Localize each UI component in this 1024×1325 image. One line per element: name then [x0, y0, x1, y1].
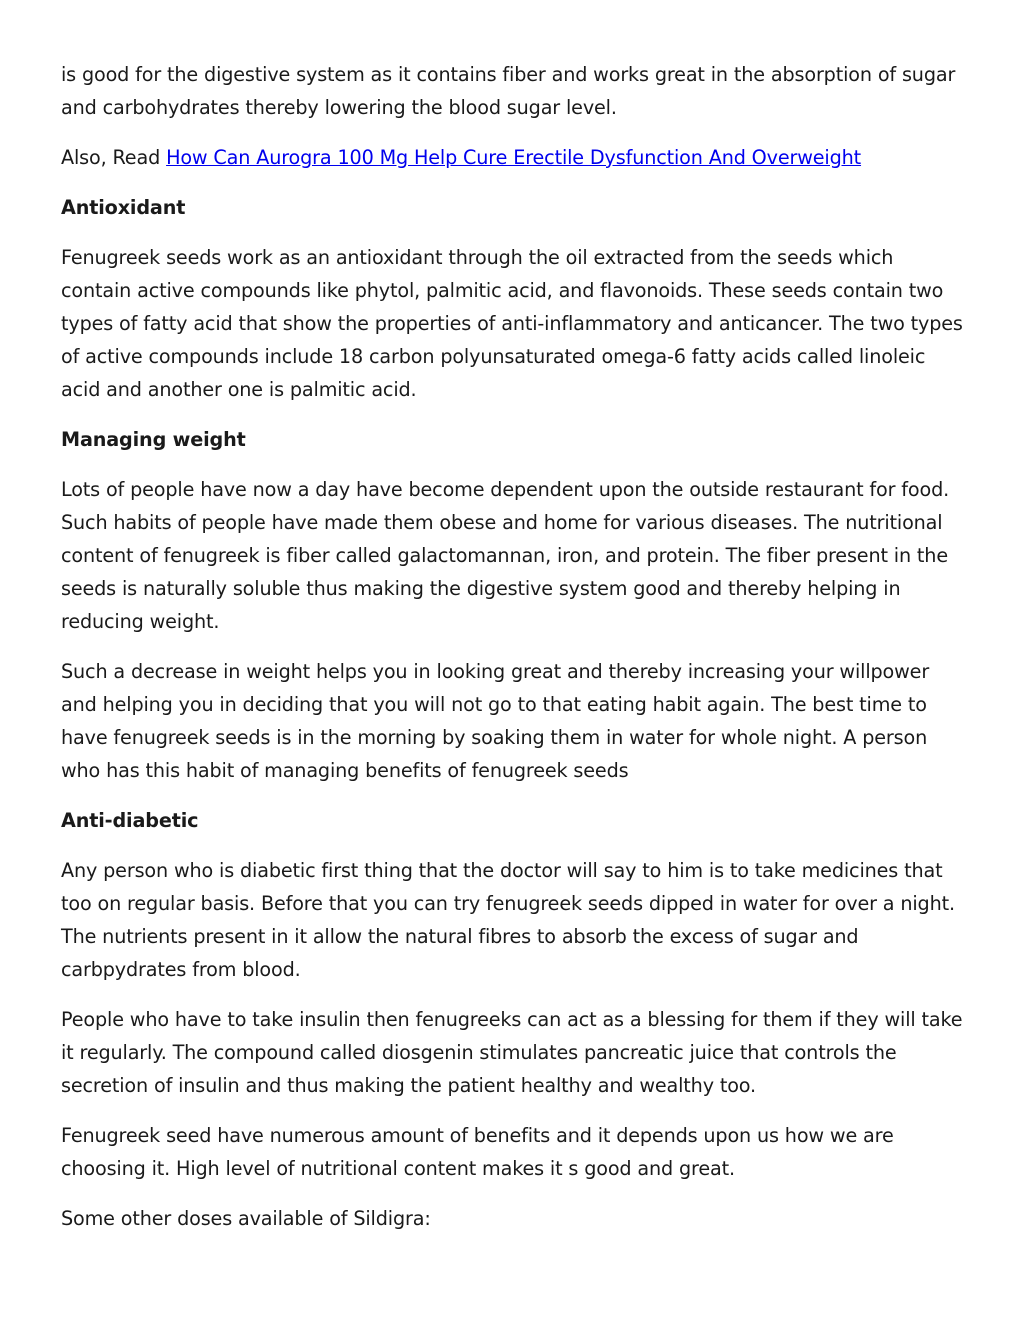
other-doses-paragraph: Some other doses available of Sildigra: — [61, 1207, 431, 1230]
conclusion-paragraph: Fenugreek seed have numerous amount of benefits and it depends upon us how we are choosing it. High level of nutritional content makes it s good and great. — [61, 1124, 894, 1180]
antioxidant-heading: Antioxidant — [61, 196, 186, 219]
aurogra-article-link[interactable]: How Can Aurogra 100 Mg Help Cure Erectile Dysfunction And Overweight — [166, 146, 862, 169]
document-page — [61, 58, 966, 1252]
also-read-prefix: Also, Read — [61, 146, 167, 169]
managing-weight-heading: Managing weight — [61, 428, 246, 451]
anti-diabetic-paragraph-2: People who have to take insulin then fenugreeks can act as a blessing for them if they will take it regularly. The compound called diosgenin stimulates pancreatic juice that controls the secretion of insulin and thus making the patient healthy and wealthy too. — [61, 1008, 963, 1097]
intro-paragraph: is good for the digestive system as it contains fiber and works great in the absorption of sugar and carbohydrates thereby lowering the blood sugar level. — [61, 63, 956, 119]
anti-diabetic-heading: Anti-diabetic — [61, 809, 199, 832]
managing-weight-paragraph-1: Lots of people have now a day have become dependent upon the outside restaurant for food. Such habits of people have made them obese and home for various diseases. The nutritional content of fenugreek is fiber called galactomannan, iron, and protein. The fiber present in the seeds is naturally soluble thus making the digestive system good and thereby helping in reducing weight. — [61, 478, 950, 633]
managing-weight-paragraph-2: Such a decrease in weight helps you in looking great and thereby increasing your willpower and helping you in deciding that you will not go to that eating habit again. The best time to have fenugreek seeds is in the morning by soaking them in water for whole night. A person who has this habit of managing benefits of fenugreek seeds — [61, 660, 930, 782]
anti-diabetic-paragraph-1: Any person who is diabetic first thing that the doctor will say to him is to take medicines that too on regular basis. Before that you can try fenugreek seeds dipped in water for over a night. The nutrients present in it allow the natural fibres to absorb the excess of sugar and carbpydrates from blood. — [61, 859, 955, 981]
also-read-paragraph — [61, 141, 966, 174]
antioxidant-paragraph: Fenugreek seeds work as an antioxidant through the oil extracted from the seeds which contain active compounds like phytol, palmitic acid, and flavonoids. These seeds contain two types of fatty acid that show the properties of anti-inflammatory and anticancer. The two types of active compounds include 18 carbon polyunsaturated omega-6 fatty acids called linoleic acid and another one is palmitic acid. — [61, 246, 963, 401]
